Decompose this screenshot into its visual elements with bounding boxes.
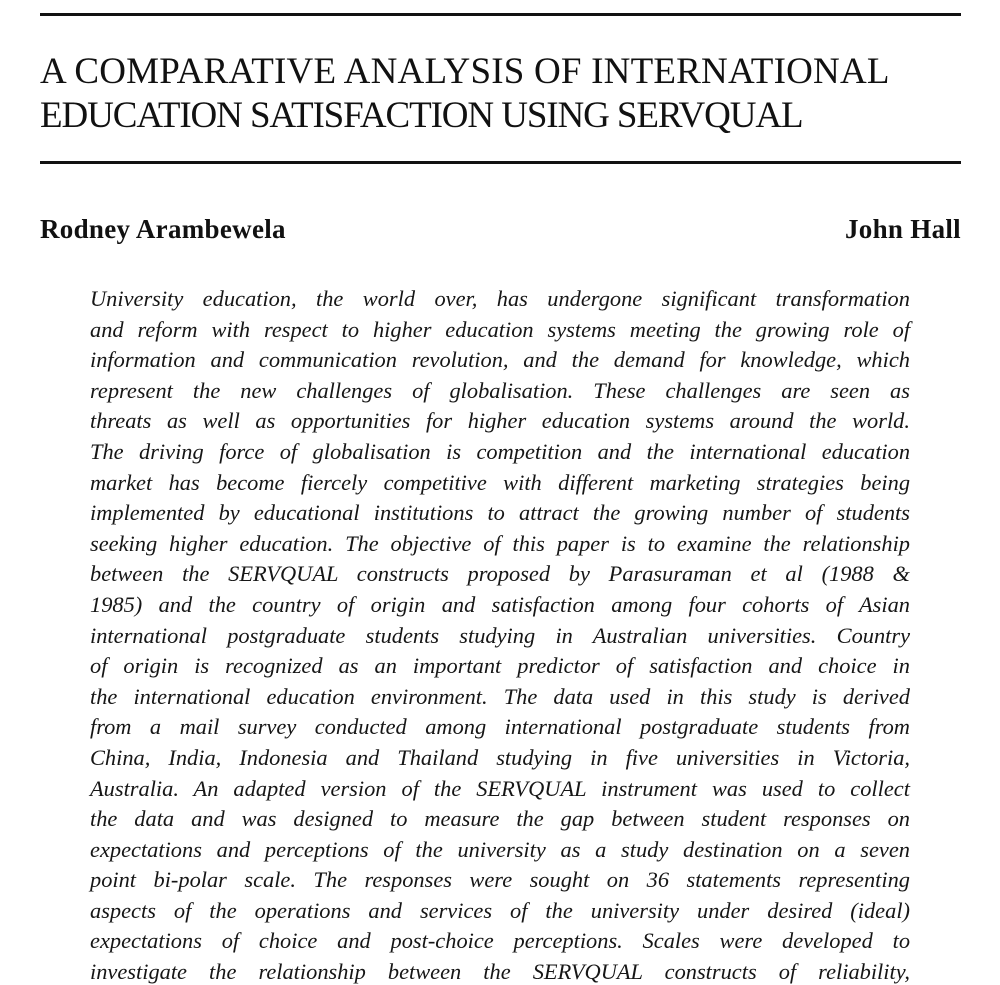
abstract-line: 1985) and the country of origin and satisfaction among four cohorts of Asian — [90, 591, 910, 617]
abstract-line: point bi-polar scale. The responses were sought on 36 statements representing — [90, 867, 911, 893]
abstract-line: China, India, Indonesia and Thailand studying in five universities in Victoria, — [90, 744, 911, 770]
abstract-line: of origin is recognized as an important predictor of satisfaction and choice in — [90, 653, 910, 679]
abstract-line: aspects of the operations and services of the university under desired (ideal) — [90, 897, 910, 923]
title-bottom-rule — [40, 161, 961, 164]
abstract-line: from a mail survey conducted among international postgraduate students from — [90, 714, 910, 740]
paper-title — [40, 50, 970, 138]
abstract-line: between the SERVQUAL constructs proposed by Parasuraman et al (1988 & — [90, 561, 910, 587]
abstract-line: implemented by educational institutions to attract the growing number of students — [90, 500, 910, 526]
abstract — [90, 284, 910, 985]
abstract-line: and reform with respect to higher education systems meeting the growing role of — [90, 316, 911, 342]
abstract-line: Australia. An adapted version of the SERVQUAL instrument was used to collect — [90, 775, 910, 801]
abstract-line: represent the new challenges of globalisation. These challenges are seen as — [90, 377, 910, 403]
abstract-line: the international education environment. The data used in this study is derived — [90, 683, 910, 709]
abstract-line: seeking higher education. The objective of this paper is to examine the relationship — [90, 530, 910, 556]
author-name: Rodney Arambewela — [40, 214, 286, 244]
author-line — [40, 212, 961, 246]
title-line-1: A COMPARATIVE ANALYSIS OF INTERNATIONAL — [40, 51, 890, 92]
abstract-line: threats as well as opportunities for higher education systems around the world. — [90, 408, 910, 434]
abstract-line: investigate the relationship between the SERVQUAL constructs of reliability, — [90, 959, 911, 985]
abstract-line: expectations and perceptions of the university as a study destination on a seven — [90, 836, 910, 862]
abstract-line: market has become fiercely competitive with different marketing strategies being — [90, 469, 911, 495]
abstract-line: University education, the world over, has undergone significant transformation — [90, 286, 910, 311]
abstract-line: the data and was designed to measure the gap between student responses on — [90, 806, 910, 832]
abstract-line: The driving force of globalisation is competition and the international education — [90, 438, 911, 464]
abstract-line: information and communication revolution, and the demand for knowledge, which — [90, 347, 910, 373]
title-line-2: EDUCATION SATISFACTION USING SERVQUAL — [40, 95, 803, 136]
top-rule — [40, 13, 961, 16]
abstract-line: international postgraduate students studying in Australian universities. Country — [90, 622, 911, 648]
author-name: John Hall — [845, 214, 961, 244]
abstract-line: expectations of choice and post-choice perceptions. Scales were developed to — [90, 928, 911, 954]
